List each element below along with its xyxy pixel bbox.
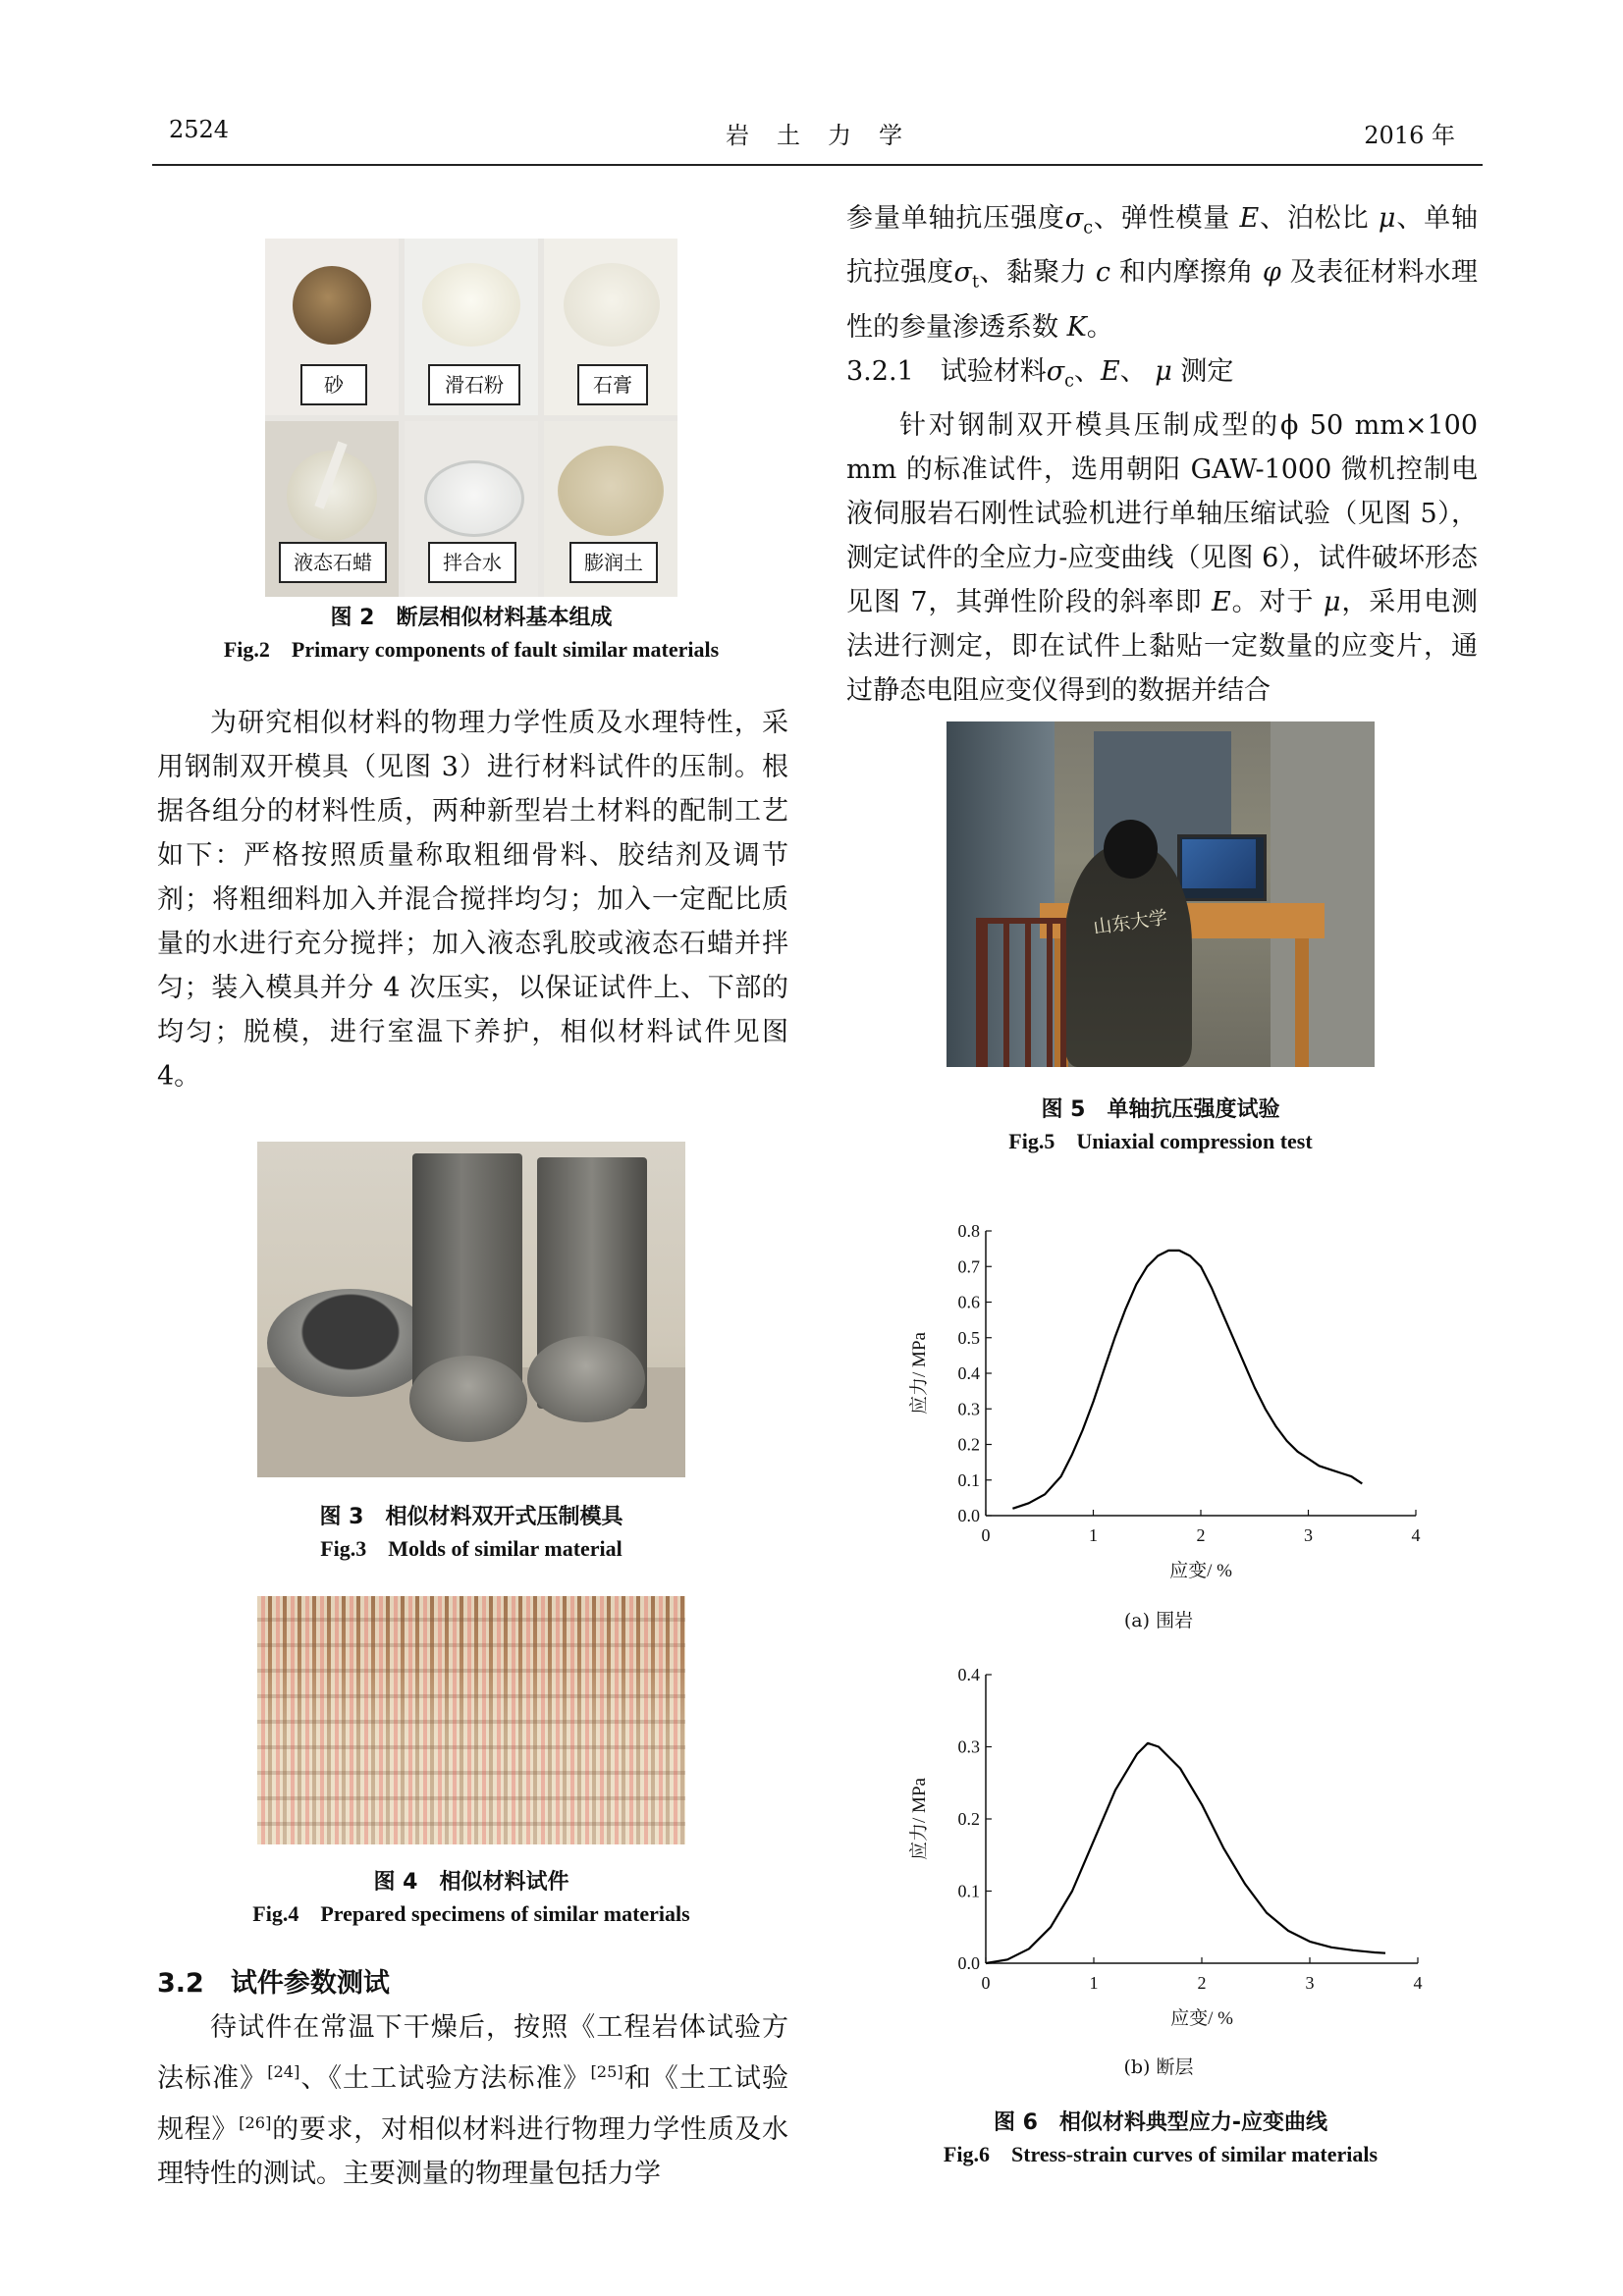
fig6b-y-tick-label: 0.4	[957, 1665, 980, 1684]
fig6a-xlabel: 应变/ %	[1169, 1561, 1232, 1581]
fig5-test-photo	[947, 721, 1375, 1067]
fig2-caption-en: Fig.2 Primary components of fault similar materials	[223, 637, 720, 662]
fig6b-ylabel: 应力/ MPa	[909, 1778, 930, 1860]
fig6a-y-tick-label: 0.5	[957, 1327, 980, 1348]
subsection-heading-3-2-1: 3.2.1 试验材料$\sigma_c$、E、 μ 测定	[846, 355, 1234, 392]
fig6a-sublabel: (a) 围岩	[1123, 1610, 1194, 1631]
fig6b-y-tick-label: 0.3	[957, 1736, 980, 1757]
fig6a-ylabel: 应力/ MPa	[909, 1332, 930, 1415]
fig6a-y-tick-label: 0.2	[957, 1434, 980, 1455]
fig6b-y-tick-label: 0.2	[957, 1809, 980, 1829]
fig2-label-bentonite: 膨润土	[569, 542, 658, 583]
fig6a-x-tick-label: 4	[1411, 1525, 1421, 1545]
fig6a-y-tick-label: 0.6	[957, 1292, 980, 1312]
fig6b-y-tick-label: 0.0	[957, 1953, 980, 1973]
fig6-caption-en: Fig.6 Stress-strain curves of similar materials	[943, 2142, 1379, 2166]
materials-preparation-paragraph	[157, 701, 788, 1098]
uniaxial-test-text: 针对钢制双开模具压制成型的ϕ 50 mm×100 mm 的标准试件，选用朝阳 GAW-1000 微机控制电液伺服岩石刚性试验机进行单轴压缩试验（见图 5），测定试件的全应力-应变曲线（见图 6），试件破坏形态见图 7，其弹性阶段的斜率即 E。对于 μ，采用电测法进行测定，即在试件上黏贴一定数量的应变片，通过静态电阻应变仪得到的数据并结合	[846, 410, 1478, 707]
fig2-caption-cn: 图 2 断层相似材料基本组成	[330, 606, 613, 630]
fig2-label-talc: 滑石粉	[428, 364, 520, 405]
mold-ring	[267, 1289, 434, 1397]
fig6b-series-line	[986, 1743, 1385, 1963]
wooden-chair	[976, 918, 1066, 1067]
fig2-label-water: 拌合水	[428, 542, 516, 583]
fig6b-chart	[884, 1661, 1434, 2034]
fig6b-x-tick-label: 0	[981, 1973, 991, 1993]
fig2-label-paraffin: 液态石蜡	[279, 542, 387, 583]
parameters-text: 参量单轴抗压强度$\sigma_c$、弹性模量 E、泊松比 μ、单轴抗拉强度$\sigma_t$、黏聚力 c 和内摩擦角 φ 及表征材料水理性的参量渗透系数 K。	[846, 203, 1479, 343]
fig6b-x-tick-label: 2	[1197, 1973, 1207, 1993]
header-rule	[152, 164, 1483, 166]
fig5-caption-en: Fig.5 Uniaxial compression test	[1008, 1129, 1313, 1153]
fig2-label-gypsum: 石膏	[577, 364, 648, 405]
fig6a-x-tick-label: 1	[1089, 1525, 1098, 1545]
fig6a-chart	[884, 1207, 1434, 1590]
fig4-caption-en: Fig.4 Prepared specimens of similar materials	[252, 1901, 690, 1926]
fig6b-x-tick-label: 4	[1413, 1973, 1423, 1993]
fig6a-series-line	[1012, 1251, 1362, 1509]
fig6b-x-tick-label: 1	[1089, 1973, 1099, 1993]
fig6a-y-tick-label: 0.8	[957, 1221, 980, 1241]
fig6a-x-tick-label: 0	[981, 1525, 991, 1545]
fig3-caption-cn: 图 3 相似材料双开式压制模具	[319, 1505, 623, 1529]
journal-title: 岩 土 力 学	[726, 122, 904, 149]
fig6a-x-tick-label: 2	[1196, 1525, 1206, 1545]
fig6a-y-tick-label: 0.7	[957, 1256, 980, 1277]
fig3-molds-photo	[257, 1142, 685, 1477]
fig6b-y-tick-label: 0.1	[957, 1881, 980, 1901]
fig6-caption-cn: 图 6 相似材料典型应力-应变曲线	[993, 2110, 1328, 2135]
section-3-2	[157, 1961, 788, 2196]
fig3-caption-en: Fig.3 Molds of similar material	[320, 1536, 622, 1561]
fig6a-y-tick-label: 0.1	[957, 1469, 980, 1490]
fig6b-x-tick-label: 3	[1305, 1973, 1315, 1993]
fig2-photo-grid	[265, 239, 677, 597]
fig6a-y-tick-label: 0.0	[957, 1506, 980, 1525]
fig5-caption-cn: 图 5 单轴抗压强度试验	[1041, 1097, 1280, 1122]
preparation-text: 为研究相似材料的物理力学性质及水理特性，采用钢制双开模具（见图 3）进行材料试件的压制。根据各组分的材料性质，两种新型岩土材料的配制工艺如下：严格按照质量称取粗细骨料、胶结剂及调节剂；将粗细料加入并混合搅拌均匀；加入一定配比质量的水进行充分搅拌；加入液态乳胶或液态石蜡并拌匀；装入模具并分 4 次压实，以保证试件上、下部的均匀；脱模，进行室温下养护，相似材料试件见图 4。	[157, 708, 788, 1092]
fig4-caption-cn: 图 4 相似材料试件	[373, 1870, 569, 1895]
fig4-specimens-photo	[257, 1596, 685, 1844]
section-heading-3-2: 3.2 试件参数测试	[157, 1968, 390, 1999]
fig2-label-sand: 砂	[300, 364, 367, 405]
fig6b-sublabel: (b) 断层	[1123, 2056, 1194, 2078]
mold-piston-1	[409, 1356, 527, 1442]
fig6a-y-tick-label: 0.4	[957, 1363, 980, 1383]
mold-piston-2	[527, 1336, 645, 1422]
fig6a-x-tick-label: 3	[1304, 1525, 1313, 1545]
section-3-2-text: 待试件在常温下干燥后，按照《工程岩体试验方法标准》[24]、《土工试验方法标准》[25]和《土工试验规程》[26]的要求，对相似材料进行物理力学性质及水理特性的测试。主要测量的物理量包括力学	[157, 2012, 789, 2189]
fig6b-xlabel: 应变/ %	[1170, 2008, 1233, 2029]
jacket-text: 山东大学	[1092, 906, 1169, 939]
page-number: 2524	[169, 116, 230, 143]
right-column-text	[846, 196, 1478, 713]
fig6a-y-tick-label: 0.3	[957, 1399, 980, 1419]
publication-year: 2016 年	[1364, 122, 1455, 149]
